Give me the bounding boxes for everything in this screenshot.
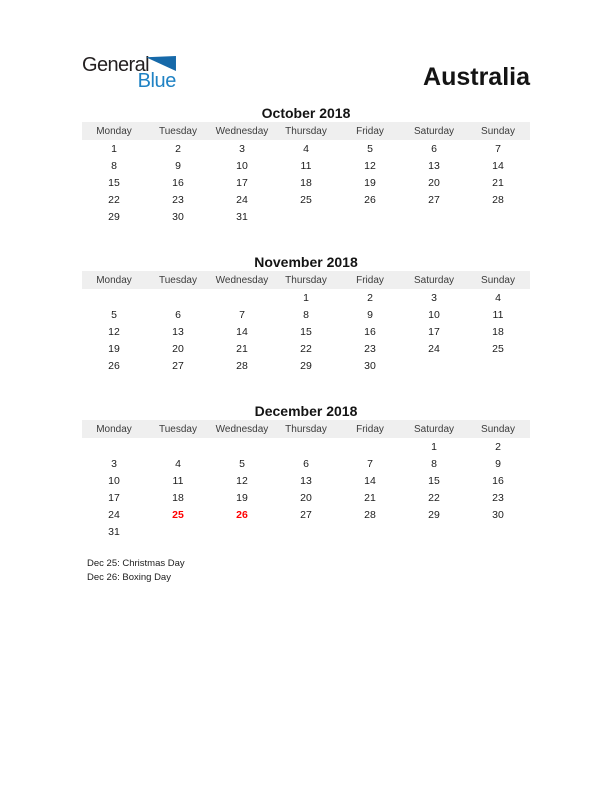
- day-cell: 30: [172, 210, 184, 223]
- weekday-header: Friday: [338, 271, 402, 289]
- day-cell: 18: [172, 491, 184, 504]
- weekday-header: Friday: [338, 420, 402, 438]
- day-cell: 24: [236, 193, 248, 206]
- day-cell: 23: [172, 193, 184, 206]
- day-cell: 20: [300, 491, 312, 504]
- day-cell: 16: [492, 474, 504, 487]
- day-cell: 22: [428, 491, 440, 504]
- day-cell: 17: [236, 176, 248, 189]
- month-block: [82, 404, 530, 540]
- weekday-header: Sunday: [466, 122, 530, 140]
- day-cell: 3: [239, 142, 245, 155]
- day-cell: 17: [428, 325, 440, 338]
- day-cell: 26: [108, 359, 120, 372]
- holiday-day-cell: 26: [236, 508, 248, 521]
- weekday-header-row: [82, 420, 530, 438]
- day-cell: 6: [303, 457, 309, 470]
- weekday-header: Monday: [82, 420, 146, 438]
- week-row: [82, 289, 530, 306]
- weekday-header: Saturday: [402, 271, 466, 289]
- holiday-note: Dec 26: Boxing Day: [87, 571, 171, 583]
- day-cell: 29: [428, 508, 440, 521]
- logo-text-blue: Blue: [137, 70, 176, 92]
- weekday-header: Thursday: [274, 271, 338, 289]
- day-cell: 6: [431, 142, 437, 155]
- day-cell: 6: [175, 308, 181, 321]
- month-table: [82, 122, 530, 225]
- day-cell: 31: [236, 210, 248, 223]
- page-title: Australia: [423, 63, 530, 91]
- month-block: [82, 106, 530, 225]
- day-cell: 23: [364, 342, 376, 355]
- empty-day-cell: [82, 289, 146, 306]
- day-cell: 13: [172, 325, 184, 338]
- day-cell: 13: [300, 474, 312, 487]
- month-table: [82, 271, 530, 374]
- weekday-header: Saturday: [402, 122, 466, 140]
- empty-day-cell: [274, 208, 338, 225]
- day-cell: 15: [300, 325, 312, 338]
- month-table: [82, 420, 530, 540]
- day-cell: 1: [111, 142, 117, 155]
- empty-day-cell: [338, 523, 402, 540]
- week-row: [82, 191, 530, 208]
- month-title: November 2018: [254, 254, 358, 270]
- weekday-header: Friday: [338, 122, 402, 140]
- day-cell: 12: [236, 474, 248, 487]
- day-cell: 4: [175, 457, 181, 470]
- day-cell: 3: [431, 291, 437, 304]
- week-row: [82, 438, 530, 455]
- day-cell: 9: [367, 308, 373, 321]
- weekday-header: Monday: [82, 271, 146, 289]
- day-cell: 20: [172, 342, 184, 355]
- day-cell: 7: [367, 457, 373, 470]
- weekday-header: Tuesday: [146, 420, 210, 438]
- week-row: [82, 523, 530, 540]
- weekday-header: Tuesday: [146, 271, 210, 289]
- day-cell: 2: [495, 440, 501, 453]
- day-cell: 21: [492, 176, 504, 189]
- day-cell: 19: [236, 491, 248, 504]
- day-cell: 8: [431, 457, 437, 470]
- day-cell: 14: [364, 474, 376, 487]
- day-cell: 20: [428, 176, 440, 189]
- day-cell: 15: [428, 474, 440, 487]
- day-cell: 1: [431, 440, 437, 453]
- day-cell: 16: [364, 325, 376, 338]
- day-cell: 7: [239, 308, 245, 321]
- empty-day-cell: [82, 438, 146, 455]
- day-cell: 5: [111, 308, 117, 321]
- empty-day-cell: [274, 523, 338, 540]
- weekday-header: Sunday: [466, 420, 530, 438]
- weekday-header: Monday: [82, 122, 146, 140]
- day-cell: 12: [364, 159, 376, 172]
- day-cell: 19: [364, 176, 376, 189]
- months-container: [82, 106, 530, 540]
- month-title: December 2018: [254, 403, 358, 419]
- day-cell: 11: [492, 308, 504, 321]
- week-row: [82, 140, 530, 157]
- day-cell: 30: [364, 359, 376, 372]
- empty-day-cell: [210, 438, 274, 455]
- day-cell: 25: [300, 193, 312, 206]
- day-cell: 23: [492, 491, 504, 504]
- week-row: [82, 472, 530, 489]
- weekday-header-row: [82, 271, 530, 289]
- day-cell: 11: [172, 474, 184, 487]
- day-cell: 8: [303, 308, 309, 321]
- empty-day-cell: [210, 289, 274, 306]
- week-row: [82, 489, 530, 506]
- empty-day-cell: [338, 438, 402, 455]
- day-cell: 19: [108, 342, 120, 355]
- day-cell: 24: [108, 508, 120, 521]
- weekday-header: Wednesday: [210, 122, 274, 140]
- day-cell: 4: [495, 291, 501, 304]
- day-cell: 29: [300, 359, 312, 372]
- day-cell: 17: [108, 491, 120, 504]
- day-cell: 10: [428, 308, 440, 321]
- day-cell: 30: [492, 508, 504, 521]
- day-cell: 28: [492, 193, 504, 206]
- holiday-note: Dec 25: Christmas Day: [87, 558, 185, 569]
- week-row: [82, 506, 530, 523]
- day-cell: 12: [108, 325, 120, 338]
- day-cell: 1: [303, 291, 309, 304]
- day-cell: 27: [428, 193, 440, 206]
- day-cell: 28: [364, 508, 376, 521]
- weekday-header-row: [82, 122, 530, 140]
- weekday-header: Wednesday: [210, 271, 274, 289]
- empty-day-cell: [466, 357, 530, 374]
- day-cell: 28: [236, 359, 248, 372]
- day-cell: 14: [492, 159, 504, 172]
- day-cell: 4: [303, 142, 309, 155]
- day-cell: 18: [492, 325, 504, 338]
- week-row: [82, 306, 530, 323]
- day-cell: 2: [367, 291, 373, 304]
- day-cell: 22: [108, 193, 120, 206]
- blue-triangle-flag-icon: [146, 56, 176, 71]
- holiday-day-cell: 25: [172, 508, 184, 521]
- day-cell: 14: [236, 325, 248, 338]
- holiday-notes: [82, 557, 530, 584]
- day-cell: 22: [300, 342, 312, 355]
- empty-day-cell: [466, 208, 530, 225]
- day-cell: 11: [300, 159, 312, 172]
- empty-day-cell: [146, 523, 210, 540]
- day-cell: 3: [111, 457, 117, 470]
- week-row: [82, 340, 530, 357]
- empty-day-cell: [402, 523, 466, 540]
- day-cell: 10: [236, 159, 248, 172]
- weekday-header: Wednesday: [210, 420, 274, 438]
- day-cell: 8: [111, 159, 117, 172]
- day-cell: 15: [108, 176, 120, 189]
- day-cell: 16: [172, 176, 184, 189]
- weekday-header: Thursday: [274, 122, 338, 140]
- weekday-header: Tuesday: [146, 122, 210, 140]
- day-cell: 31: [108, 525, 120, 538]
- day-cell: 10: [108, 474, 120, 487]
- day-cell: 29: [108, 210, 120, 223]
- page-header: [82, 52, 530, 90]
- day-cell: 21: [236, 342, 248, 355]
- week-row: [82, 208, 530, 225]
- empty-day-cell: [402, 357, 466, 374]
- empty-day-cell: [274, 438, 338, 455]
- week-row: [82, 323, 530, 340]
- day-cell: 25: [492, 342, 504, 355]
- month-block: [82, 255, 530, 374]
- general-blue-logo: [82, 55, 180, 90]
- day-cell: 2: [175, 142, 181, 155]
- month-title: October 2018: [261, 105, 351, 121]
- logo-text-general: General: [82, 54, 149, 76]
- empty-day-cell: [210, 523, 274, 540]
- week-row: [82, 455, 530, 472]
- day-cell: 26: [364, 193, 376, 206]
- day-cell: 21: [364, 491, 376, 504]
- empty-day-cell: [146, 289, 210, 306]
- day-cell: 7: [495, 142, 501, 155]
- day-cell: 9: [495, 457, 501, 470]
- week-row: [82, 174, 530, 191]
- day-cell: 18: [300, 176, 312, 189]
- day-cell: 27: [300, 508, 312, 521]
- day-cell: 9: [175, 159, 181, 172]
- empty-day-cell: [338, 208, 402, 225]
- empty-day-cell: [466, 523, 530, 540]
- day-cell: 24: [428, 342, 440, 355]
- day-cell: 5: [367, 142, 373, 155]
- day-cell: 13: [428, 159, 440, 172]
- day-cell: 27: [172, 359, 184, 372]
- weekday-header: Thursday: [274, 420, 338, 438]
- empty-day-cell: [146, 438, 210, 455]
- week-row: [82, 157, 530, 174]
- day-cell: 5: [239, 457, 245, 470]
- week-row: [82, 357, 530, 374]
- empty-day-cell: [402, 208, 466, 225]
- weekday-header: Saturday: [402, 420, 466, 438]
- weekday-header: Sunday: [466, 271, 530, 289]
